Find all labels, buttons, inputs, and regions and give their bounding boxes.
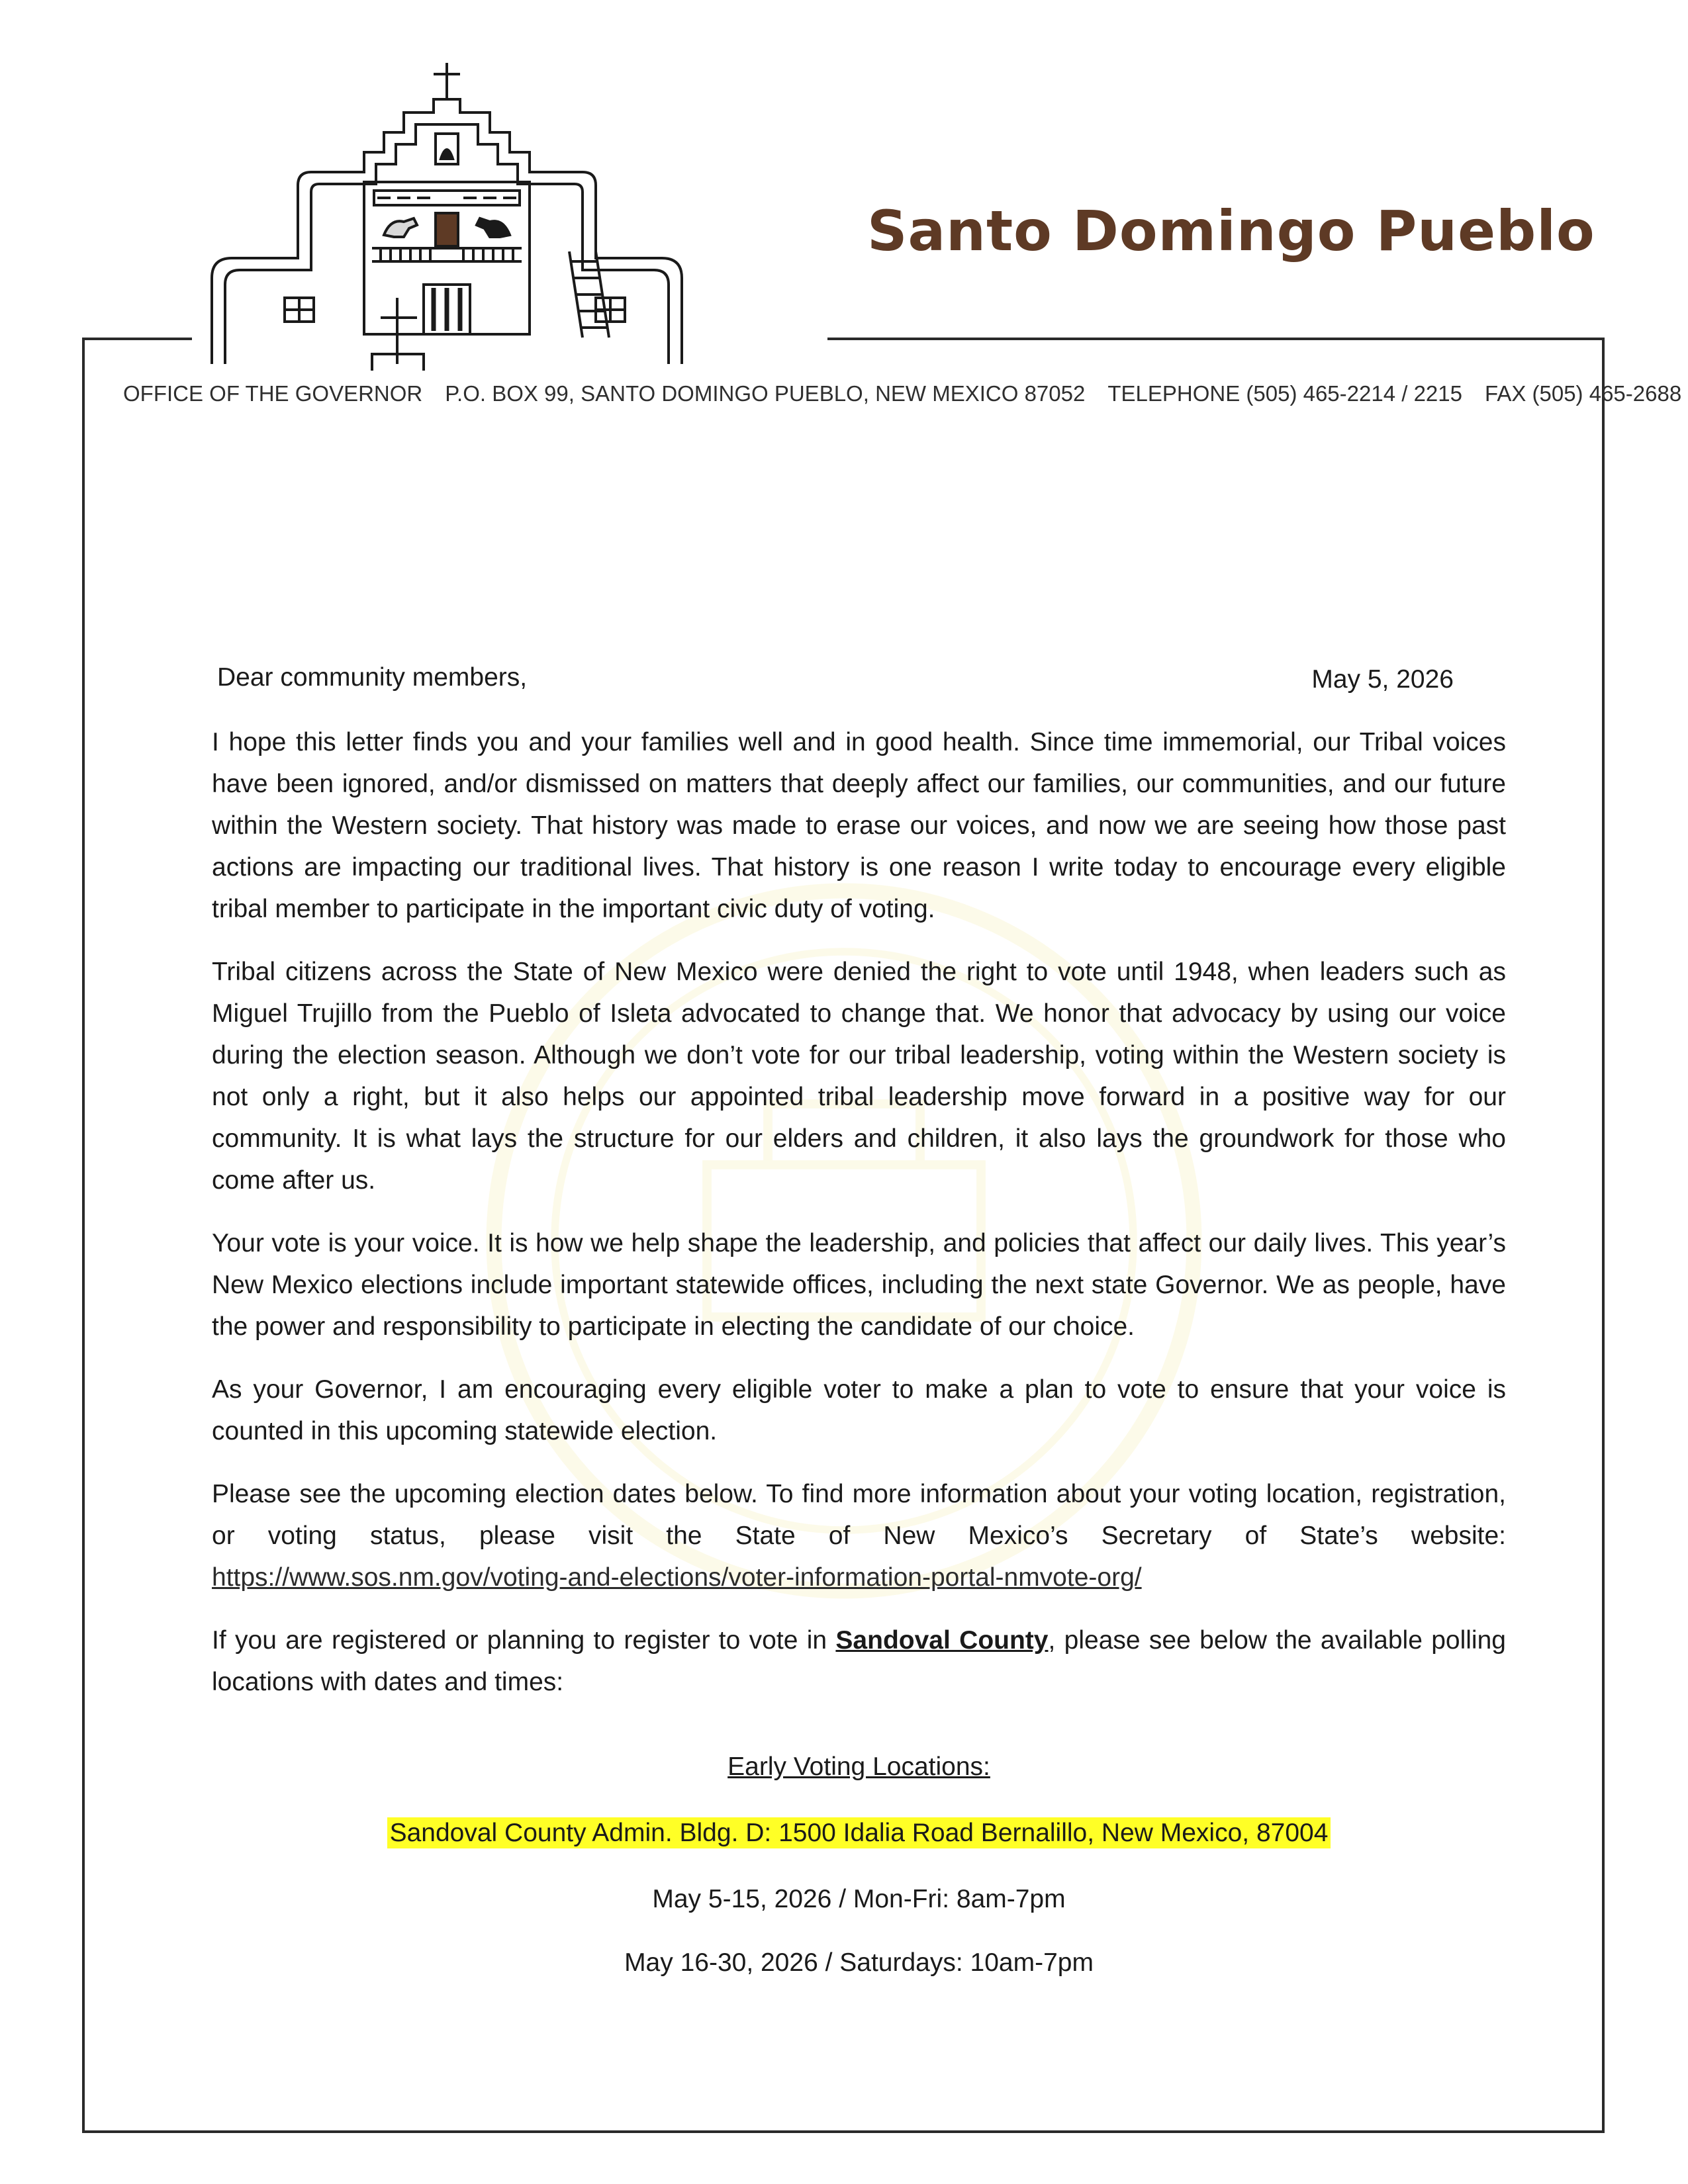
paragraph-6-before: If you are registered or planning to register to vote in — [212, 1626, 827, 1655]
mailing-address: P.O. BOX 99, SANTO DOMINGO PUEBLO, NEW MEXICO 87052 — [445, 381, 1086, 406]
schedule-weekdays: May 5-15, 2026 / Mon-Fri: 8am-7pm — [652, 1885, 1066, 1913]
schedule-saturdays: May 16-30, 2026 / Saturdays: 10am-7pm — [624, 1948, 1094, 1977]
early-voting-heading: Early Voting Locations: — [727, 1752, 990, 1781]
paragraph-2: Tribal citizens across the State of New Mexico were denied the right to vote until 1948, when leaders such as Miguel Trujillo from the Pueblo of Isleta advocated to change that. We honor that advocacy by using our voice during the election season. Although we don’t vote for our tribal leadership, voting within the Western society is not only a right, but it also helps our appointed tribal leadership move forward in a positive way for our community. It is what lays the structure for our elders and children, it also lays the groundwork for those who come after us. — [212, 958, 1506, 1195]
letter-body — [212, 721, 1506, 1724]
paragraph-5 — [212, 1473, 1506, 1598]
office-label: OFFICE OF THE GOVERNOR — [123, 381, 423, 406]
voting-location: Sandoval County Admin. Bldg. D: 1500 Idalia Road Bernalillo, New Mexico, 87004 — [212, 1819, 1506, 1848]
sos-website-link[interactable]: https://www.sos.nm.gov/voting-and-elections/voter-information-portal-nmvote-org/ — [212, 1563, 1142, 1592]
telephone: TELEPHONE (505) 465-2214 / 2215 — [1107, 381, 1462, 406]
paragraph-4: As your Governor, I am encouraging every eligible voter to make a plan to vote to ensure that your voice is counted in this upcoming statewide election. — [212, 1375, 1506, 1445]
salutation: Dear community members, — [217, 663, 528, 692]
county-name: Sandoval County — [835, 1626, 1049, 1655]
paragraph-1: I hope this letter finds you and your families well and in good health. Since time immemorial, our Tribal voices have been ignored, and/or dismissed on matters that deeply affect our families, our communities, and our future within the Western society. That history was made to erase our voices, and now we are seeing how those past actions are impacting our traditional lives. That history is one reason I write today to encourage every eligible tribal member to participate in the important civic duty of voting. — [212, 728, 1506, 923]
paragraph-3: Your vote is your voice. It is how we help shape the leadership, and policies that affect our daily lives. This year’s New Mexico elections include important statewide offices, including the next state Governor. We as people, have the power and responsibility to participate in electing the candidate of our choice. — [212, 1229, 1506, 1341]
paragraph-5-text: Please see the upcoming election dates below. To find more information about your voting location, registration, or voting status, please visit the State of New Mexico’s Secretary of State’s website: — [212, 1480, 1506, 1550]
paragraph-6-after: , please see below the available polling locations with dates and times: — [212, 1626, 1506, 1696]
pueblo-name: Santo Domingo Pueblo — [867, 199, 1595, 263]
letter-date: May 5, 2026 — [1311, 665, 1454, 694]
pueblo-church-logo — [199, 60, 827, 371]
letterhead-contact-line — [123, 381, 1682, 406]
fax: FAX (505) 465-2688 — [1484, 381, 1682, 406]
paragraph-6 — [212, 1619, 1506, 1703]
